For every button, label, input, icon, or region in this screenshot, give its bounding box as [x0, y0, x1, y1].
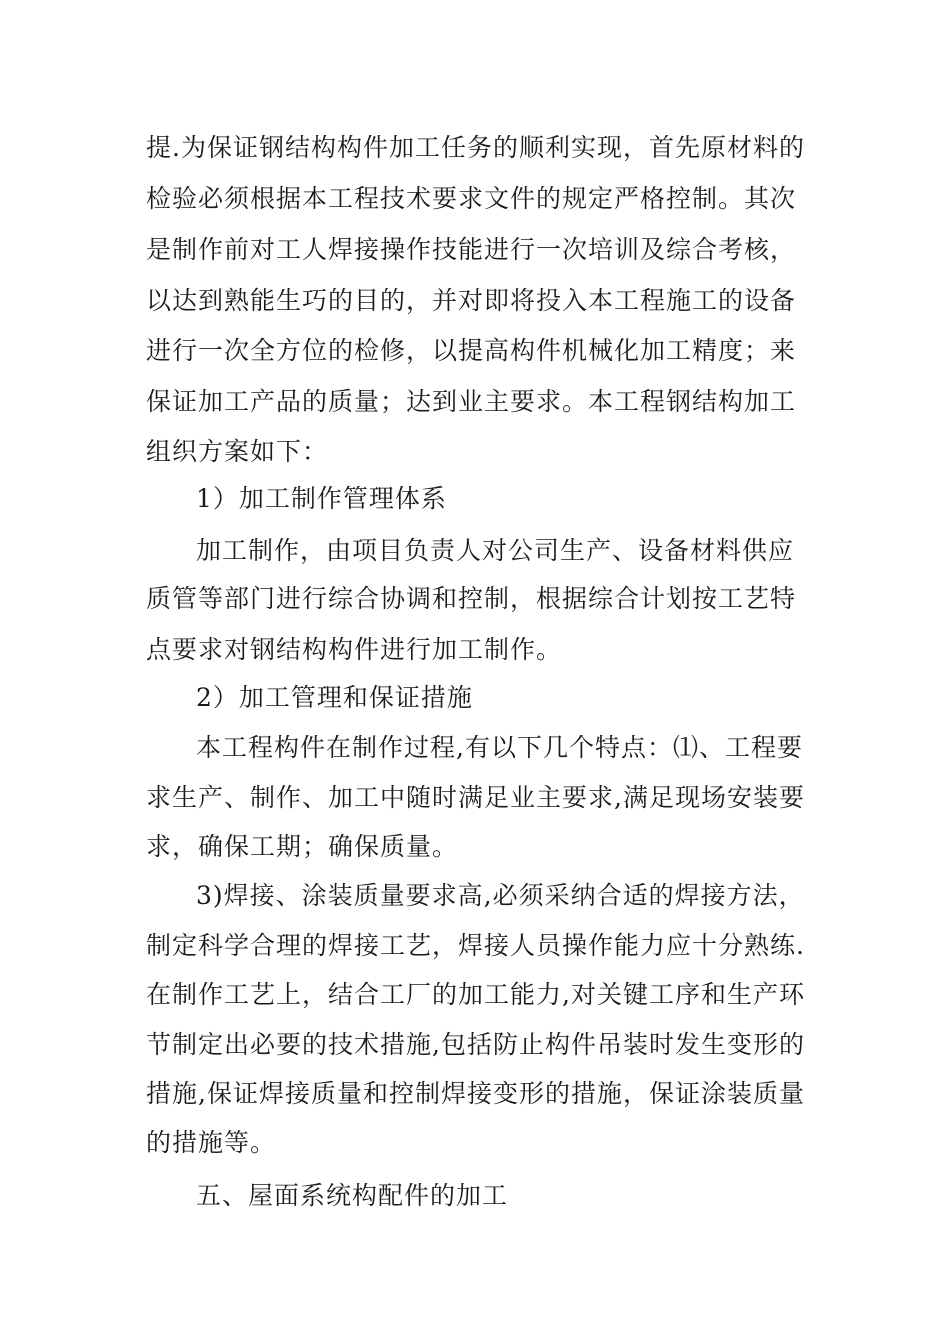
text-line: 的措施等。 — [146, 1128, 277, 1157]
text-line: 节制定出必要的技术措施,包括防止构件吊装时发生变形的 — [146, 1030, 805, 1059]
text-line: 是制作前对工人焊接操作技能进行一次培训及综合考核， — [146, 235, 797, 264]
text-line: 保证加工产品的质量；达到业主要求。本工程钢结构加工 — [146, 387, 797, 416]
text-line: 点要求对钢结构构件进行加工制作。 — [146, 635, 563, 664]
text-line: 质管等部门进行综合协调和控制，根据综合计划按工艺特 — [146, 584, 797, 613]
text-line: 3)焊接、涂装质量要求高,必须采纳合适的焊接方法， — [196, 881, 805, 910]
text-line: 组织方案如下： — [146, 437, 329, 466]
text-line: 措施,保证焊接质量和控制焊接变形的措施，保证涂装质量 — [146, 1079, 805, 1108]
text-line: 在制作工艺上，结合工厂的加工能力,对关键工序和生产环 — [146, 980, 805, 1009]
text-line: 加工制作，由项目负责人对公司生产、设备材料供应 — [196, 536, 795, 565]
section-heading: 1）加工制作管理体系 — [196, 484, 447, 513]
text-line: 提.为保证钢结构构件加工任务的顺利实现，首先原材料的 — [146, 133, 805, 162]
text-line: 求，确保工期；确保质量。 — [146, 832, 459, 861]
text-line: 以达到熟能生巧的目的，并对即将投入本工程施工的设备 — [146, 286, 797, 315]
text-line: 检验必须根据本工程技术要求文件的规定严格控制。其次 — [146, 184, 797, 213]
section-heading: 五、屋面系统构配件的加工 — [196, 1181, 509, 1210]
section-heading: 2）加工管理和保证措施 — [196, 683, 473, 712]
text-line: 进行一次全方位的检修，以提高构件机械化加工精度；来 — [146, 336, 797, 365]
text-line: 本工程构件在制作过程,有以下几个特点：⑴、工程要 — [196, 733, 803, 762]
text-line: 制定科学合理的焊接工艺，焊接人员操作能力应十分熟练. — [146, 931, 805, 960]
text-line: 求生产、制作、加工中随时满足业主要求,满足现场安装要 — [146, 783, 805, 812]
